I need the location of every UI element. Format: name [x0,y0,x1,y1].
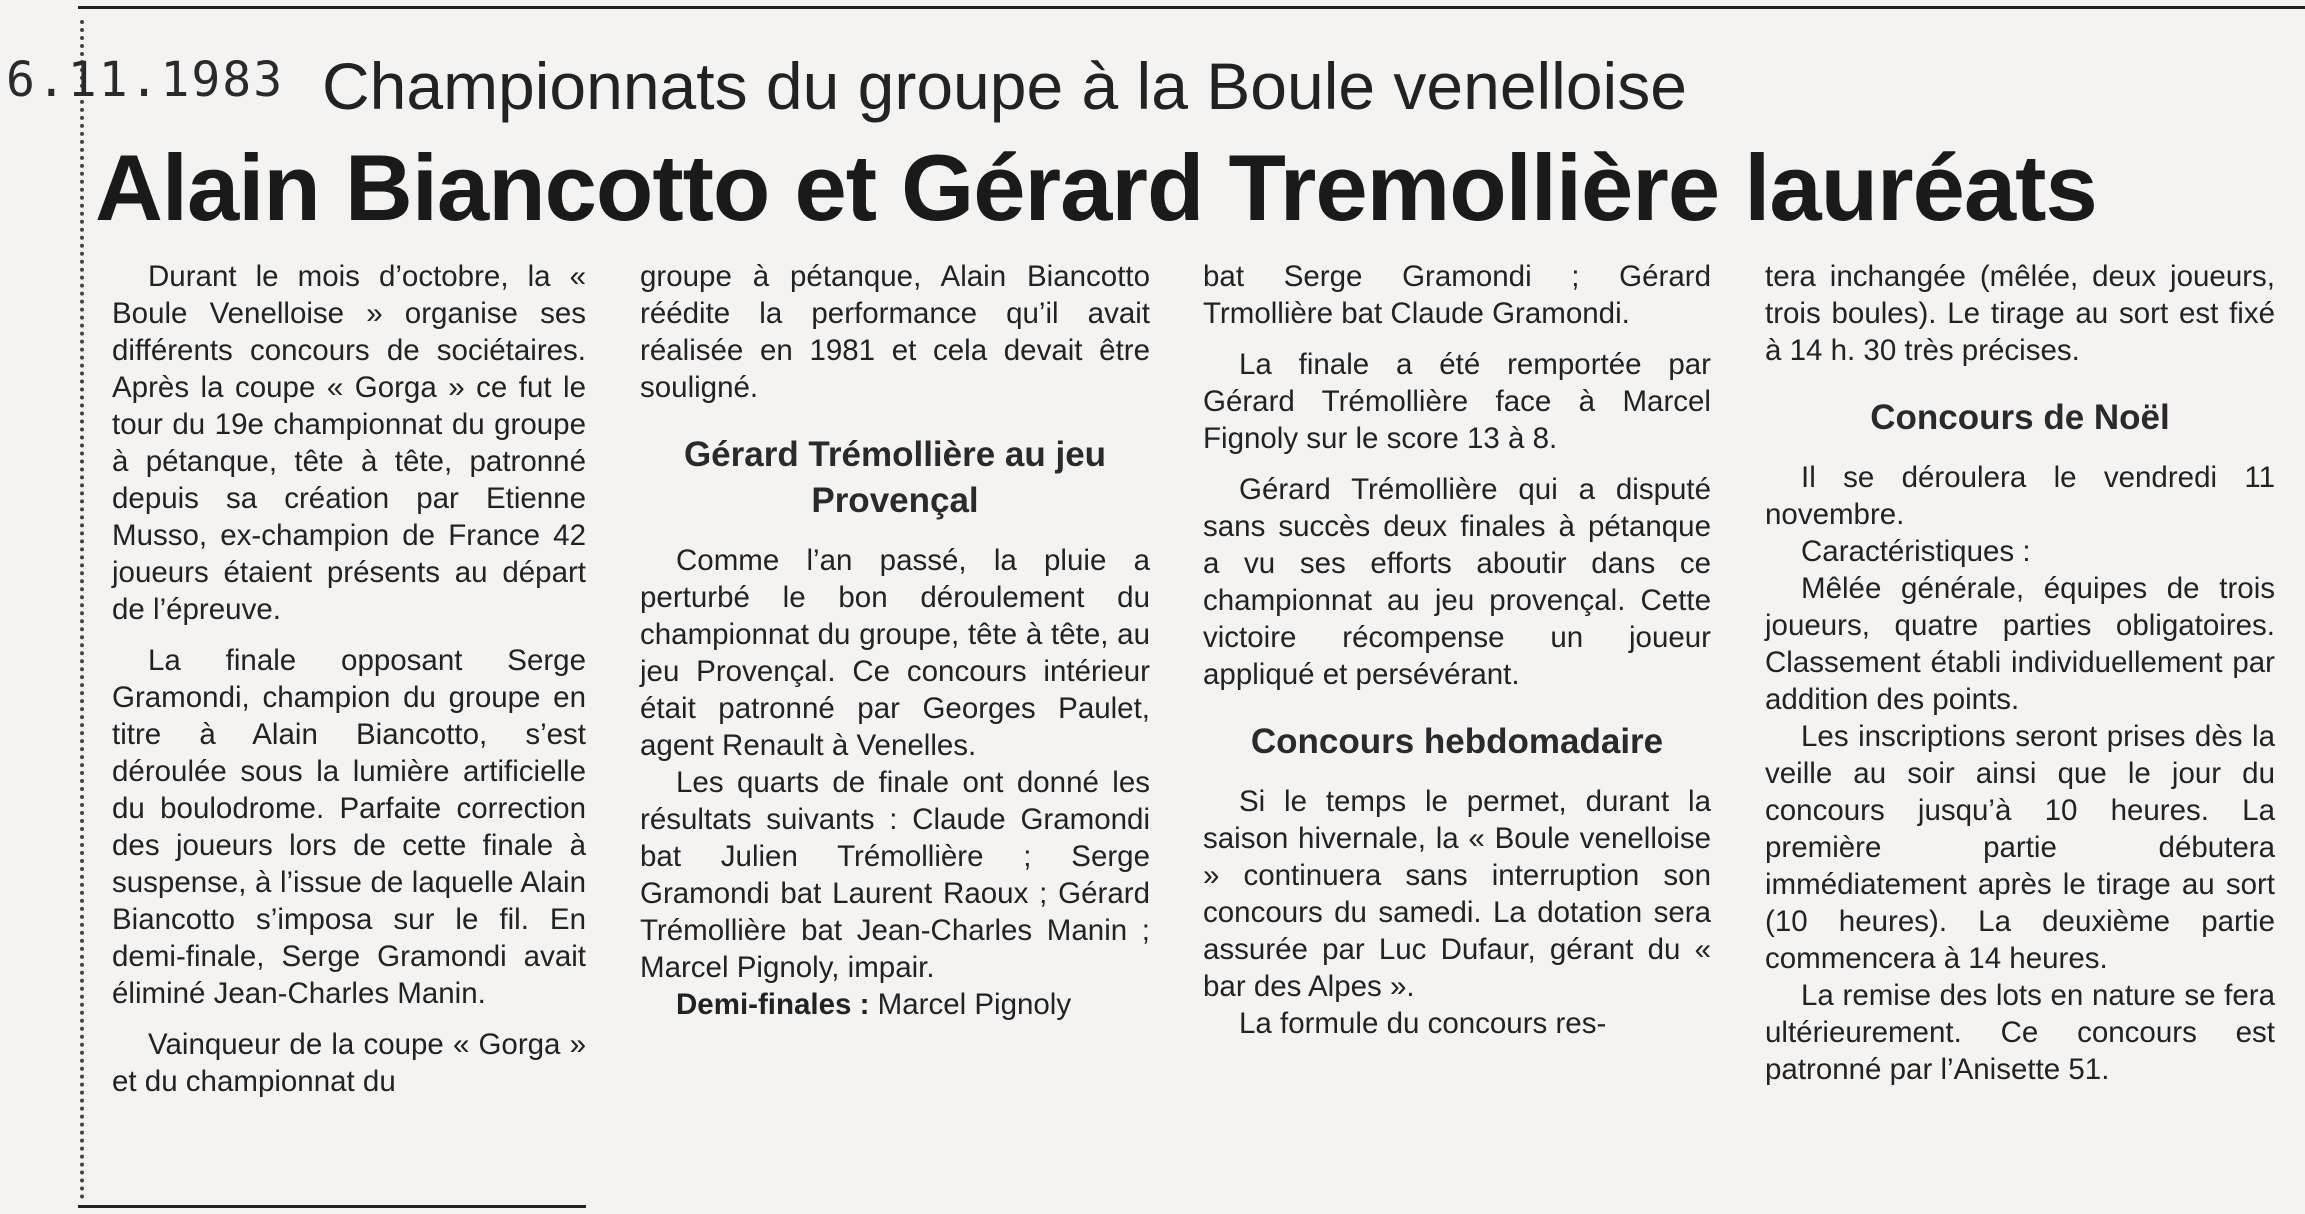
paragraph: Durant le mois d’octobre, la « Boule Venelloise » organise ses différents concours de sociétaires. Après la coupe « Gorga » ce fut le tour du 19e championnat du groupe à pétanque, tête à tête, patronné depuis sa création par Etienne Musso, ex-champion de France 42 joueurs étaient présents au départ de l’épreuve. [112,260,586,626]
subheading: Concours de Noël [1870,398,2170,437]
paragraph: Vainqueur de la coupe « Gorga » et du championnat du [112,1028,586,1098]
paragraph: Mêlée générale, équipes de trois joueurs, quatre parties obligatoires. Classement établi individuellement par addition des points. [1765,572,2275,716]
left-dotted-cut-line [80,20,84,1200]
paragraph: Caractéristiques : [1801,535,2031,568]
bottom-rule [78,1205,586,1208]
paragraph: Comme l’an passé, la pluie a perturbé le bon déroulement du championnat du groupe, tête à tête, au jeu Provençal. Ce concours intérieur était patronné par Georges Paulet, agent Renault à Venelles. [640,544,1150,762]
paragraph: Gérard Trémollière qui a disputé sans succès deux finales à pétanque a vu ses efforts aboutir dans ce championnat au jeu provençal. Cette victoire récompense un joueur appliqué et persévérant. [1203,473,1711,691]
paragraph: Si le temps le permet, durant la saison hivernale, la « Boule venelloise » continuera sans interruption son concours du samedi. La dotation sera assurée par Luc Dufaur, gérant du « bar des Alpes ». [1203,785,1711,1003]
paragraph: groupe à pétanque, Alain Biancotto réédite la performance qu’il avait réalisée en 1981 et cela devait être souligné. [640,260,1150,404]
handwritten-date: 6.11.1983 [6,52,285,108]
paragraph: La formule du concours res- [1239,1007,1607,1040]
subheading: Concours hebdomadaire [1250,722,1664,761]
column-1 [112,258,586,1114]
paragraph: La finale opposant Serge Gramondi, champion du groupe en titre à Alain Biancotto, s’est déroulée sous la lumière artificielle du boulodrome. Parfaite correction des joueurs lors de cette finale à suspense, à l’issue de laquelle Alain Biancotto s’imposa sur le fil. En demi-finale, Serge Gramondi avait éliminé Jean-Charles Manin. [112,644,586,1010]
article-kicker: Championnats du groupe à la Boule venelloise [322,49,1687,123]
subheading: Gérard Trémollière au jeu Provençal [683,435,1107,520]
paragraph [640,986,1150,1023]
top-rule [78,6,2305,9]
paragraph: Les quarts de finale ont donné les résultats suivants : Claude Gramondi bat Julien Trémollière ; Serge Gramondi bat Laurent Raoux ; Gérard Trémollière bat Jean-Charles Manin ; Marcel Pignoly, impair. [640,766,1150,984]
column-2 [640,258,1150,1023]
paragraph: La finale a été remportée par Gérard Trémollière face à Marcel Fignoly sur le score 13 à 8. [1203,348,1711,455]
column-4 [1765,258,2275,1088]
paragraph: Il se déroulera le vendredi 11 novembre. [1765,461,2275,531]
bold-lead: Demi-finales : [676,988,870,1021]
paragraph: tera inchangée (mêlée, deux joueurs, trois boules). Le tirage au sort est fixé à 14 h. 30 très précises. [1765,260,2275,367]
paragraph: bat Serge Gramondi ; Gérard Trmollière bat Claude Gramondi. [1203,260,1711,330]
column-3 [1203,258,1711,1042]
paragraph-text: Marcel Pignoly [869,988,1072,1021]
paragraph: La remise des lots en nature se fera ultérieurement. Ce concours est patronné par l’Anisette 51. [1765,979,2275,1086]
article-headline: Alain Biancotto et Gérard Tremollière lauréats [95,135,2097,240]
paragraph: Les inscriptions seront prises dès la veille au soir ainsi que le jour du concours jusqu’à 10 heures. La première partie débutera immédiatement après le tirage au sort (10 heures). La deuxième partie commencera à 14 heures. [1765,720,2275,975]
